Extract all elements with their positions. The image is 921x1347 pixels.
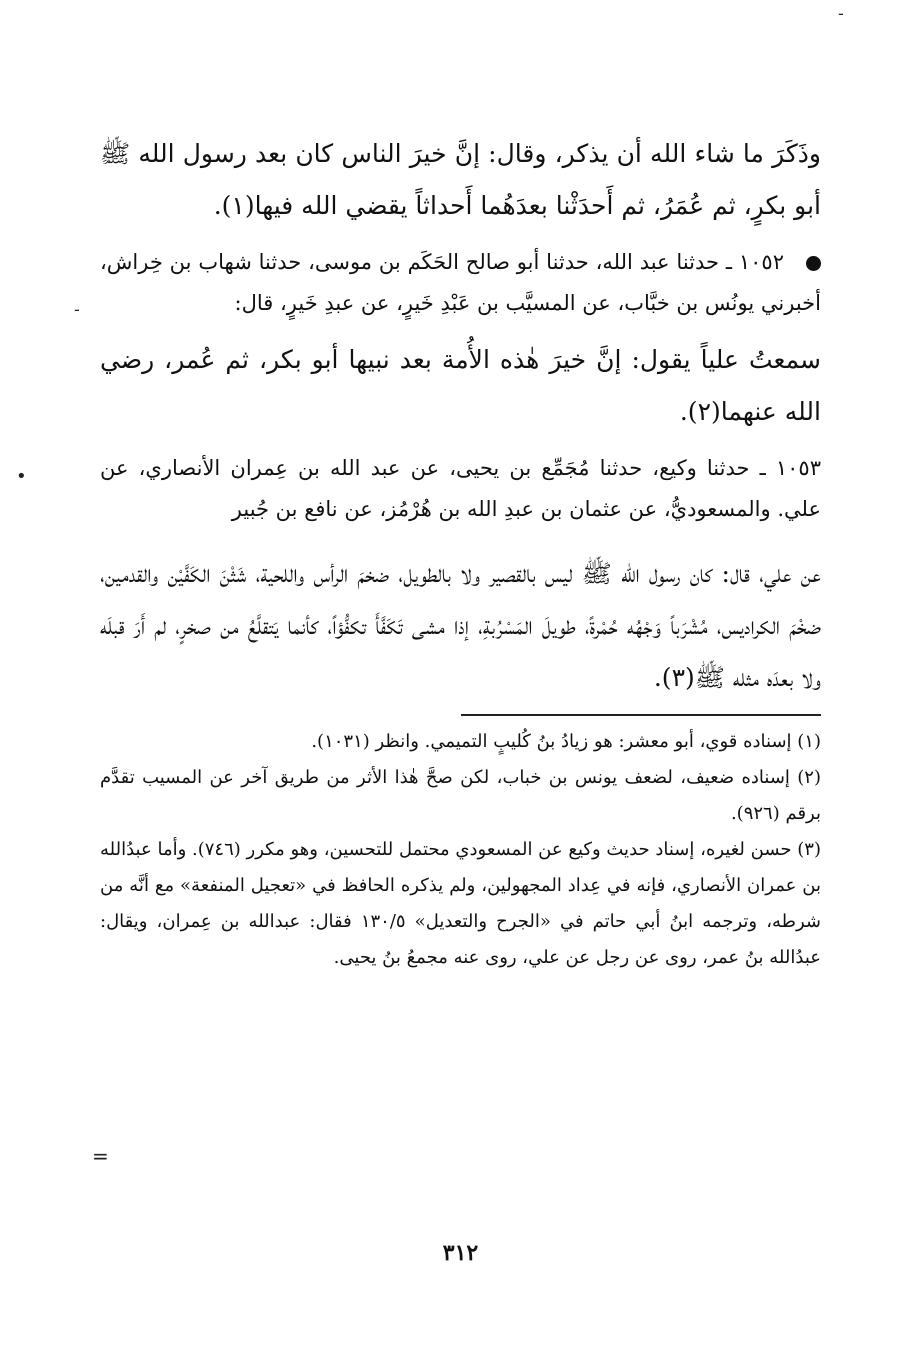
paragraph-hadith-1052-chain bbox=[100, 242, 821, 324]
paragraph-continuation bbox=[100, 128, 821, 232]
paragraph-text: ١٠٥٢ ـ حدثنا عبد الله، حدثنا أبو صالح الحَكَم بن موسى، حدثنا شهاب بن خِراش، أخبرني يونُس بن خبَّاب، عن المسيَّب بن عَبْدِ خَيرٍ، عن عبدِ خَيرٍ، قال: bbox=[100, 250, 821, 315]
margin-mark-dash: - bbox=[74, 300, 80, 319]
spacer bbox=[100, 324, 821, 334]
footnote-2: (٢) إسناده ضعيف، لضعف يونس بن خباب، لكن صحَّ هٰذا الأثر من طريق آخر عن المسيب تقدَّم برقم (٩٢٦). bbox=[100, 767, 821, 824]
paragraph-text: عن علي، قال: كان رسول الله ﷺ ليس بالقصير ولا بالطويل، ضخمَ الرأس واللحية، شَثْنَ الكَفَّيْن والقدمين، ضخْمَ الكراديس، مُشْرَباً وَجْهُه حُمْرةً، طويلَ المَسْرُبةِ، إذا مشى تَكَفَّأَ تكفُّؤاً، كأنما يَتقلَّعُ من صخرٍ، لم أَرَ قبلَه ولا بعدَه مثله ﷺ(٣). bbox=[100, 559, 821, 692]
footnote-3: (٣) حسن لغيره، إسناد حديث وكيع عن المسعودي محتمل للتحسين، وهو مكرر (٧٤٦). وأما عبدُالله بن عمران الأنصاري، فإنه في عِداد المجهولين، ولم يذكره الحافظ في «تعجيل المنفعة» مع أنَّه من شرطه، وترجمه ابنُ أبي حاتم في «الجرح والتعديل» ١٣٠/٥ فقال: عبدالله بن عِمران، ويقال: عبدُالله بنُ عمر، روى عن رجل عن علي، روى عنه مجمعُ بنُ يحيى. bbox=[100, 839, 822, 968]
paragraph-text: ١٠٥٣ ـ حدثنا وكيع، حدثنا مُجَمِّع بن يحيى، عن عبد الله بن عِمران الأنصاري، عن علي. والمسعوديُّ، عن عثمان بن عبدِ الله بن هُرْمُز، عن نافع بن جُبير bbox=[100, 456, 821, 521]
paragraph-hadith-1052-text bbox=[100, 334, 821, 438]
paragraph-hadith-1053-chain bbox=[100, 448, 821, 530]
page-number: ٣١٢ bbox=[442, 1240, 479, 1266]
bullet-icon bbox=[806, 256, 821, 271]
margin-mark-equals: = bbox=[92, 1144, 109, 1168]
footnotes bbox=[100, 724, 821, 976]
footnote-1: (١) إسناده قوي، أبو معشر: هو زيادُ بنُ كُليبٍ التميمي. وانظر (١٠٣١). bbox=[311, 731, 821, 752]
spacer bbox=[100, 530, 821, 548]
margin-mark-top: - bbox=[838, 4, 844, 23]
spacer bbox=[100, 438, 821, 448]
paragraph-text: وذَكَرَ ما شاء الله أن يذكر، وقال: إنَّ خيرَ الناس كان بعد رسول الله ﷺ أبو بكرٍ، ثم عُمَرُ، ثم أَحدَثْنا بعدَهُما أَحداثاً يقضي الله فيها(١). bbox=[100, 139, 821, 220]
margin-mark-dot: • bbox=[16, 466, 27, 487]
paragraph-text: سمعتُ علياً يقول: إنَّ خيرَ هٰذه الأُمة بعد نبيها أبو بكر، ثم عُمر، رضي الله عنهما(٢). bbox=[100, 345, 821, 426]
paragraph-hadith-1053-text bbox=[100, 548, 821, 704]
footnote-divider bbox=[461, 714, 821, 716]
spacer bbox=[100, 232, 821, 242]
page-body bbox=[100, 128, 821, 1347]
